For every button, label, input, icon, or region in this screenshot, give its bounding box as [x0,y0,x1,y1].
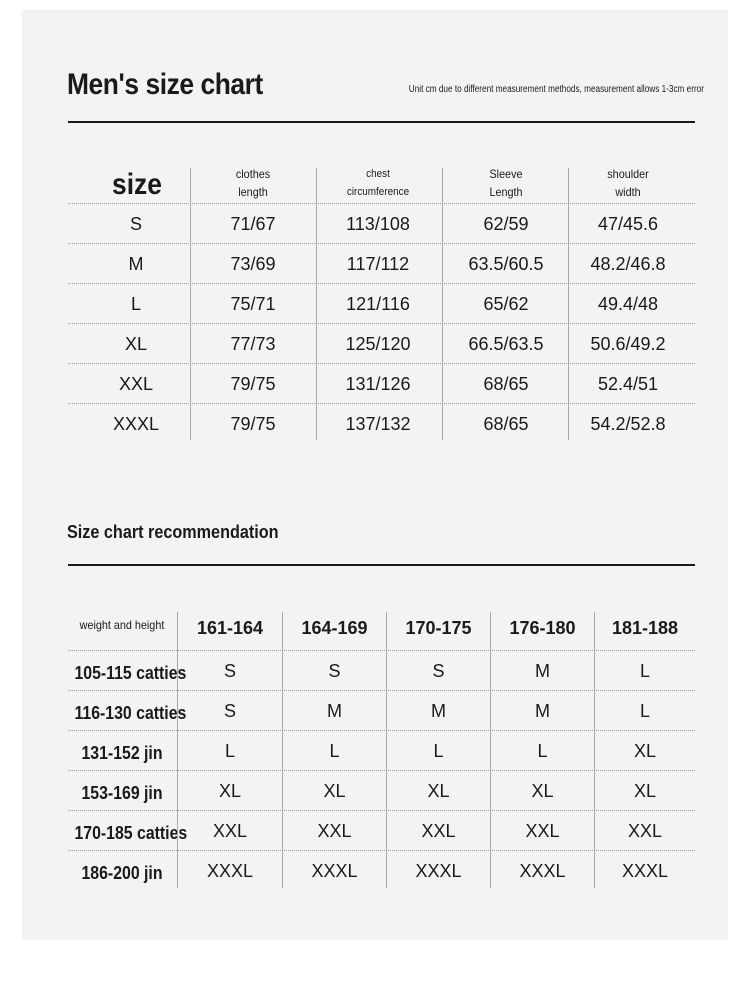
title-divider [68,121,695,123]
size-cell: XXXL [415,861,462,881]
chest-cell: 113/108 [346,214,410,234]
column-divider [282,612,283,888]
weight-label: 105-115 catties [74,663,187,683]
col-header-sleeve-length [450,165,562,201]
size-cell: XXXL [112,414,160,434]
col-header-line: width [615,185,641,199]
height-header: 176-180 [509,618,576,638]
height-header: 164-169 [301,618,368,638]
table-row [68,403,695,444]
corner-header: weight and height [79,618,165,632]
size-cell: XXL [421,821,456,841]
shoulder-cell: 47/45.6 [597,214,659,234]
size-cell: S [328,661,341,681]
table-row [68,650,695,691]
table-row [68,283,695,324]
size-cell: XXXL [621,861,669,881]
col-header-line: Sleeve [489,167,523,181]
clothes-length-cell: 71/67 [230,214,276,234]
column-divider [594,612,595,888]
table-row [68,243,695,284]
size-cell: L [537,741,548,761]
column-divider [316,168,317,440]
size-cell: S [223,661,236,681]
chest-cell: 117/112 [346,254,410,274]
chest-cell: 125/120 [345,334,411,354]
size-cell: XL [323,781,346,801]
size-cell: L [224,741,235,761]
size-cell: XXXL [206,861,254,881]
sleeve-cell: 63.5/60.5 [468,254,544,274]
size-cell: XXL [212,821,248,841]
table-row [68,203,695,244]
sleeve-cell: 68/65 [483,414,529,434]
col-header-line: chest [366,168,390,180]
size-cell: XL [531,781,554,801]
shoulder-cell: 52.4/51 [597,374,659,394]
table-row [68,363,695,404]
shoulder-cell: 50.6/49.2 [590,334,666,354]
shoulder-cell: 54.2/52.8 [590,414,666,434]
size-cell: XXXL [311,861,358,881]
column-divider [568,168,569,440]
weight-label: 153-169 jin [81,783,163,803]
size-cell: S [129,214,142,234]
chest-cell: 131/126 [345,374,411,394]
size-cell: M [431,701,446,721]
measurement-note: Unit cm due to different measurement methods, measurement allows 1-3cm error [408,84,704,95]
sleeve-cell: 62/59 [483,214,529,234]
size-cell: M [535,701,550,721]
size-cell: M [128,254,144,274]
size-cell: XXXL [519,861,566,881]
column-divider [177,612,178,888]
size-cell: XL [427,781,450,801]
shoulder-cell: 49.4/48 [597,294,659,314]
table-row [68,690,695,731]
col-header-chest-circumference [323,165,433,201]
size-cell: XL [633,781,657,801]
size-column-header: size [112,168,162,201]
col-header-line: length [238,185,268,199]
column-divider [386,612,387,888]
size-cell: M [327,701,342,721]
shoulder-cell: 48.2/46.8 [590,254,666,274]
size-cell: L [639,661,650,681]
clothes-length-cell: 73/69 [230,254,276,274]
size-cell: L [130,294,141,314]
clothes-length-cell: 79/75 [230,414,276,434]
weight-label: 186-200 jin [81,863,163,883]
size-cell: S [223,701,236,721]
size-cell: XL [218,781,242,801]
table-row [68,810,695,851]
table-row [68,850,695,891]
col-header-clothes-length [198,165,308,201]
sleeve-cell: 68/65 [483,374,529,394]
weight-label: 131-152 jin [81,743,163,763]
page-title: Men's size chart [67,68,263,101]
height-header: 181-188 [611,618,679,638]
table-row [68,323,695,364]
size-cell: XL [633,741,657,761]
sleeve-cell: 66.5/63.5 [468,334,544,354]
col-header-line: clothes [235,167,271,181]
size-cell: XL [124,334,148,354]
clothes-length-cell: 79/75 [230,374,276,394]
size-cell: L [329,741,340,761]
height-header: 161-164 [196,618,264,638]
size-cell: XXL [118,374,154,394]
clothes-length-cell: 75/71 [230,294,276,314]
size-cell: L [639,701,650,721]
size-cell: XXL [525,821,560,841]
col-header-line: circumference [346,186,410,198]
weight-label: 116-130 catties [74,703,187,723]
col-header-line: shoulder [607,167,649,181]
size-cell: L [433,741,444,761]
size-cell: XXL [627,821,663,841]
size-cell: S [432,661,445,681]
size-cell: XXL [317,821,352,841]
chest-cell: 137/132 [345,414,411,434]
height-header: 170-175 [405,618,472,638]
column-divider [190,168,191,440]
col-header-line: Length [489,185,523,199]
recommendation-subtitle: Size chart recommendation [67,522,279,542]
subtitle-divider [68,564,695,566]
size-cell: M [535,661,550,681]
chest-cell: 121/116 [346,294,410,314]
table-row [68,730,695,771]
col-header-shoulder-width [576,165,680,201]
column-divider [442,168,443,440]
sleeve-cell: 65/62 [483,294,529,314]
table-row [68,770,695,811]
weight-label: 170-185 catties [74,823,188,843]
column-divider [490,612,491,888]
clothes-length-cell: 77/73 [230,334,276,354]
